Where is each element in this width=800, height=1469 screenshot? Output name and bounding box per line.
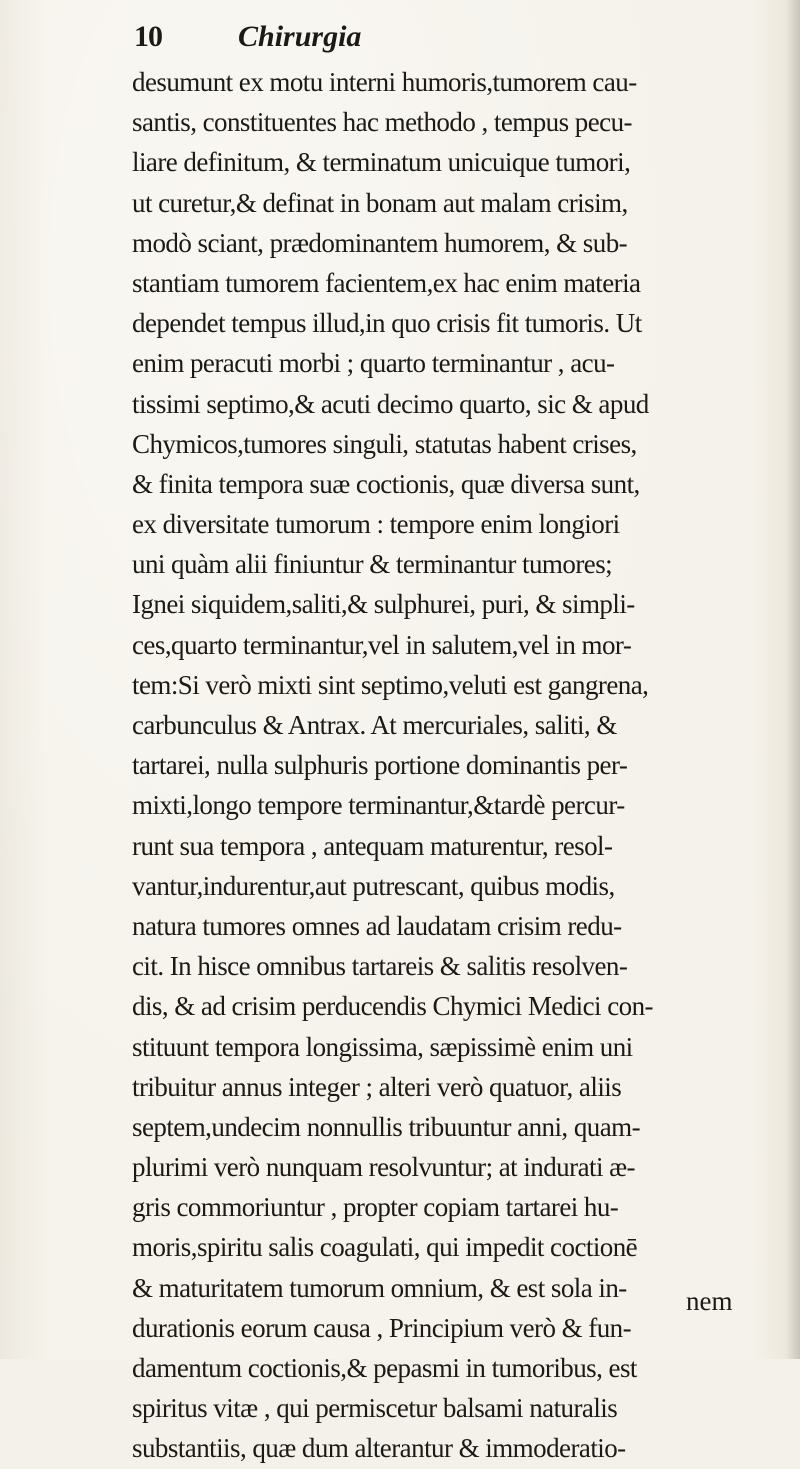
catchword: nem: [686, 1286, 733, 1316]
text-line: stituunt tempora longissima, sæpissimè enim uni: [132, 1031, 633, 1062]
text-line: Ignei siquidem,saliti,& sulphurei, puri, & simpli-: [132, 589, 635, 620]
text-line: modò sciant, prædominantem humorem, & sub-: [132, 227, 628, 258]
text-line: cit. In hisce omnibus tartareis & salitis resolven-: [132, 951, 628, 982]
text-line: santis, constituentes hac methodo , tempus pecu-: [132, 107, 632, 138]
text-line: spiritus vitæ , qui permiscetur balsami naturalis: [132, 1393, 618, 1424]
body-text: [132, 62, 772, 1469]
text-line: tartarei, nulla sulphuris portione dominantis per-: [132, 750, 628, 781]
text-line: septem,undecim nonnullis tribuuntur anni, quam-: [132, 1111, 641, 1142]
text-line: ex diversitate tumorum : tempore enim longiori: [132, 509, 620, 540]
text-line: tribuitur annus integer ; alteri verò quatuor, aliis: [132, 1071, 622, 1102]
text-line: ut curetur,& definat in bonam aut malam crisim,: [132, 187, 628, 218]
text-line: tem:Si verò mixti sint septimo,veluti est gangrena,: [132, 669, 649, 700]
text-line: carbunculus & Antrax. At mercuriales, saliti, &: [132, 710, 617, 740]
text-line: plurimi verò nunquam resolvuntur; at indurati æ-: [132, 1152, 636, 1183]
text-line: enim peracuti morbi ; quarto terminantur , acu-: [132, 348, 615, 379]
text-line: moris,spiritu salis coagulati, qui impedit coctionē: [132, 1232, 638, 1263]
text-line: durationis eorum causa , Principium verò & fun-: [132, 1312, 632, 1343]
text-line: & finita tempora suæ coctionis, quæ diversa sunt,: [132, 468, 640, 499]
text-line: dis, & ad crisim perducendis Chymici Medici con-: [132, 991, 653, 1022]
text-line: stantiam tumorem facientem,ex hac enim materia: [132, 267, 641, 298]
text-line: & maturitatem tumorum omnium, & est sola in-: [132, 1272, 627, 1303]
text-line: dependet tempus illud,in quo crisis fit tumoris. Ut: [132, 308, 642, 339]
text-line: runt sua tempora , antequam maturentur, resol-: [132, 830, 613, 861]
text-line: ces,quarto terminantur,vel in salutem,vel in mor-: [132, 629, 632, 660]
text-line: mixti,longo tempore terminantur,&tardè percur-: [132, 790, 625, 821]
text-line: Chymicos,tumores singuli, statutas habent crises,: [132, 428, 637, 459]
text-line: substantiis, quæ dum alterantur & immoderatio-: [132, 1433, 626, 1464]
text-line: damentum coctionis,& pepasmi in tumoribus, est: [132, 1353, 637, 1383]
text-line: liare definitum, & terminatum unicuique tumori,: [132, 147, 631, 178]
text-line: tissimi septimo,& acuti decimo quarto, sic & apud: [132, 388, 649, 419]
text-line: uni quàm alii finiuntur & terminantur tumores;: [132, 549, 613, 580]
running-title: Chirurgia: [238, 20, 362, 53]
page-number: 10: [134, 20, 162, 53]
text-line: gris commoriuntur , propter copiam tartarei hu-: [132, 1192, 619, 1223]
text-line: vantur,indurentur,aut putrescant, quibus modis,: [132, 870, 615, 901]
text-line: natura tumores omnes ad laudatam crisim redu-: [132, 910, 622, 941]
text-line: desumunt ex motu interni humoris,tumorem cau-: [132, 67, 637, 97]
page-header: [134, 20, 694, 60]
page-edge-shadow: [786, 0, 800, 1359]
